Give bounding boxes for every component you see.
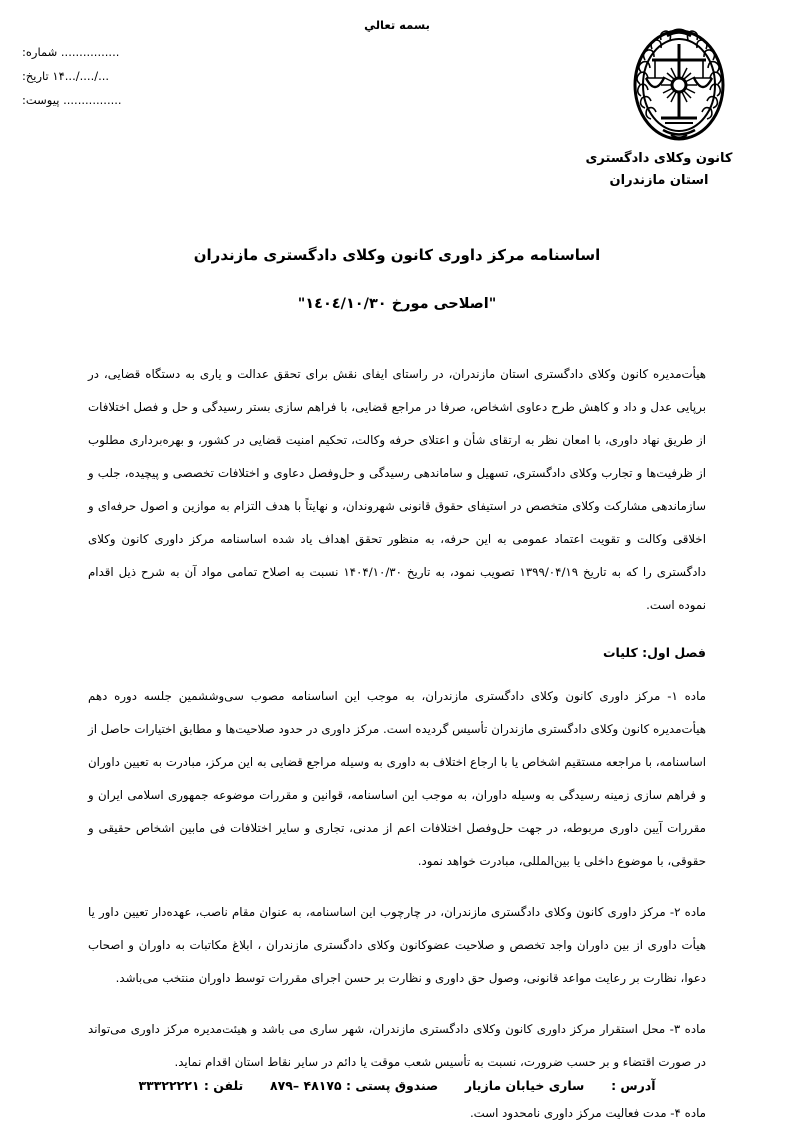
meta-field-number-value: ................ [60, 45, 120, 59]
organization-name [544, 148, 774, 192]
letterhead-meta-fields [22, 40, 172, 112]
emblem-container [619, 22, 739, 144]
document-subtitle: "اصلاحی مورخ ۱٤۰٤/۱۰/۳۰" [297, 296, 497, 312]
meta-field-number [22, 40, 172, 64]
meta-field-date-label: تاریخ: [22, 69, 49, 83]
meta-field-date [22, 64, 172, 88]
footer-contact-line [0, 1078, 794, 1093]
preamble-paragraph: هیأت‌مدیره کانون وکلای دادگستری استان مازندران، در راستای ایفای نقش برای تحقق عدالت و یاری به دستگاه قضایی، در برپایی عدل و داد و کاهش طرح دعاوی اشخاص، صرفا در مراجع قضایی، با فراهم سازی بستر رسیدگی و حل و فصل اختلافات از طریق نهاد داوری، با امعان نظر به ارتقای شأن و اعتلای حرفه وکالت، تحکیم امنیت قضایی در کشور، و بهره‌برداری مطلوب از ظرفیت‌ها و تجارب وکلای دادگستری، تسهیل و ساماندهی رسیدگی و حل‌وفصل دعاوی و اختلافات تخصصی و پیچیده، جلب و سازماندهی مشارکت وکلای متخصص در استیفای حقوق قانونی شهروندان، و نهایتاً با هدف التزام به موازین و اصول حرفه‌ای و اخلاقی وکالت و تقویت اعتماد عمومی به این حرفه، به منظور تحقق اهداف یاد شده اساسنامه مرکز داوری کانون وکلای دادگستری را که به تاریخ ۱۳۹۹/۰۴/۱۹ تصویب نمود، به تاریخ ۱۴۰۴/۱۰/۳۰ نسبت به اصلاح تمامی مواد آن به شرح ذیل اقدام نموده است. [88, 367, 706, 612]
meta-field-attachment-value: ................ [63, 93, 122, 107]
meta-field-attachment [22, 88, 172, 112]
footer-address-value: ساری خیابان مازیار [464, 1078, 585, 1093]
meta-field-attachment-label: پیوست: [22, 93, 60, 107]
article-1-paragraph: ماده ۱- مرکز داوری کانون وکلای دادگستری مازندران، به موجب این اساسنامه مصوب سی‌وششمین جلسه دوره دهم هیأت‌مدیره کانون وکلای دادگستری مازندران تأسیس گردیده است. مرکز داوری در حدود صلاحیت‌ها و مطابق اختیارات حاصل از اساسنامه، با مراجعه مستقیم اشخاص یا با ارجاع اختلاف به داوری به وسیله مراجع قضایی به این مرکز، مبادرت به تعیین داوران و فراهم سازی زمینه رسیدگی به وسیله داوران، به موجب این اساسنامه، قوانین و مقررات موضوعه جمهوری اسلامی ایران و مقررات آیین داوری مربوطه، در جهت حل‌وفصل اختلافات اعم از مدنی، تجاری و سایر اختلافات فی مابین اشخاص حقیقی و حقوقی، با موضوع داخلی یا بین‌المللی، مبادرت خواهد نمود. [88, 689, 706, 868]
organization-line-2: استان مازندران [609, 173, 709, 188]
footer-phone-label: تلفن : [203, 1078, 244, 1093]
article-4-paragraph: ماده ۴- مدت فعالیت مرکز داوری نامحدود است. [469, 1106, 706, 1120]
meta-field-number-label: شماره: [22, 45, 58, 59]
footer-address-label: آدرس : [611, 1078, 656, 1093]
article-2-paragraph: ماده ۲- مرکز داوری کانون وکلای دادگستری مازندران، در چارچوب این اساسنامه، به عنوان مقام ناصب، عهده‌دار تعیین داور یا هیأت داوری از بین داوران واجد تخصص و صلاحیت عضوکانون وکلای دادگستری مازندران ، ابلاغ مکاتبات به داوران و اصحاب دعوا، نظارت بر رعایت مواعد قانونی، وصول حق داوری و نظارت بر حسن اجرای مقررات توسط داوران منتخب می‌باشد. [88, 905, 706, 985]
document-title: اساسنامه مرکز داوری کانون وکلای دادگستری مازندران [193, 246, 601, 265]
bar-association-emblem-icon [627, 22, 731, 144]
article-3-paragraph: ماده ۳- محل استقرار مرکز داوری کانون وکلای دادگستری مازندران، شهر ساری می باشد و هیئت‌مدیره مرکز داوری می‌تواند در صورت اقتضاء و بر حسب ضرورت، نسبت به تأسیس شعب موقت یا دائم در سایر نقاط استان اقدام نماید. [88, 1022, 706, 1069]
footer-pobox-label: صندوق پستی : [345, 1078, 439, 1093]
footer-phone-value: ۳۳۳۲۲۲۲۱ [138, 1078, 200, 1093]
footer-pobox-value: ۴۸۱۷۵ –۸۷۹ [269, 1078, 342, 1093]
chapter-heading-1: فصل اول: کلیات [603, 645, 706, 660]
organization-line-1: کانون وکلای دادگستری [585, 151, 733, 166]
basmala-text: بسمه تعالي [364, 18, 430, 32]
meta-field-date-value: .../..../...۱۴ [52, 69, 110, 83]
document-body [88, 358, 706, 1148]
